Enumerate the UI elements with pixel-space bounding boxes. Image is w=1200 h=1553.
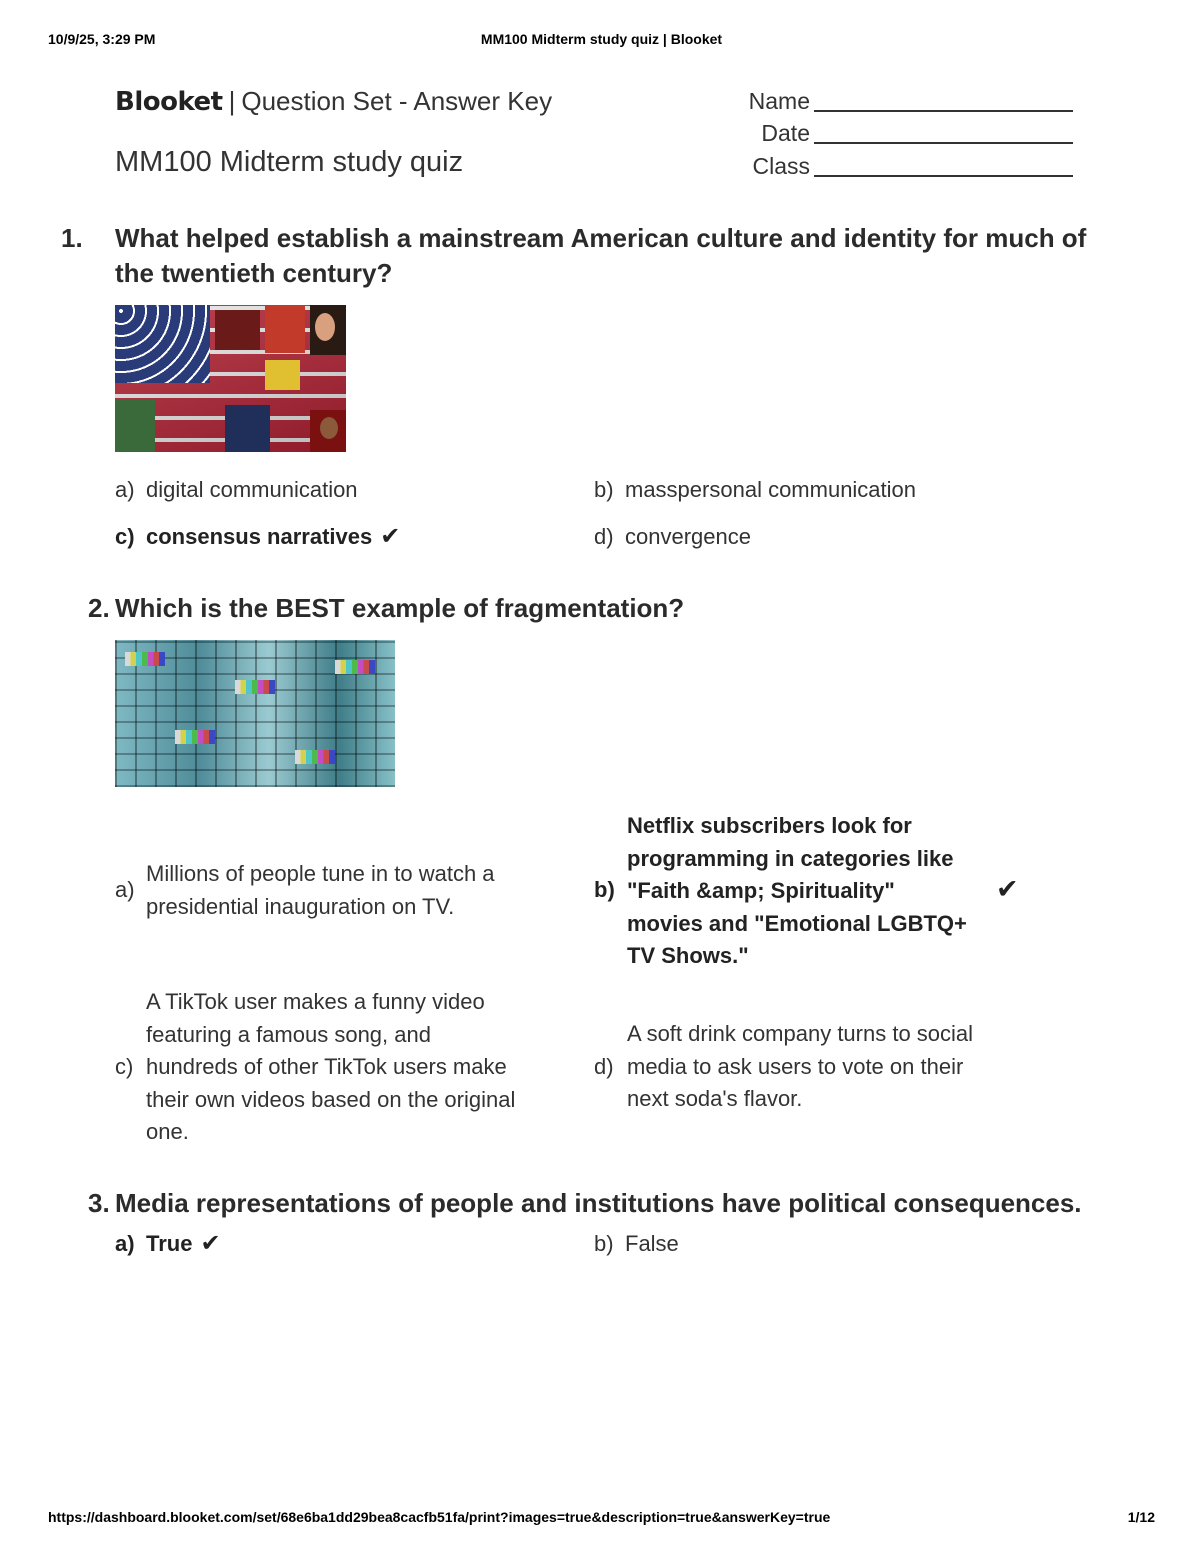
collage-tile — [225, 405, 270, 452]
answer-text-block — [627, 1018, 973, 1116]
answer-text-block — [627, 810, 967, 973]
answer-line: TV Shows." — [627, 943, 749, 968]
checkmark-icon: ✔ — [380, 523, 401, 550]
question-1-title — [61, 221, 1115, 291]
print-header — [48, 31, 1155, 49]
collage-tile — [215, 310, 260, 350]
print-page-title: MM100 Midterm study quiz | Blooket — [480, 31, 723, 47]
color-bars — [335, 660, 375, 674]
answer-2a — [115, 858, 545, 924]
print-footer — [48, 1509, 1155, 1527]
name-label: Name — [748, 88, 810, 114]
name-line — [814, 110, 1073, 112]
answer-text-block — [146, 858, 495, 923]
answer-line: movies and "Emotional LGBTQ+ — [627, 910, 967, 936]
answer-1c — [115, 521, 565, 554]
class-field[interactable] — [700, 153, 1073, 183]
question-number: 2. — [88, 593, 110, 623]
answer-text: False — [625, 1231, 679, 1256]
tv-screens-grid-image — [115, 640, 395, 787]
date-label: Date — [761, 120, 810, 146]
color-bars — [295, 750, 335, 764]
class-line — [814, 175, 1073, 177]
answer-line: Millions of people tune in to watch a — [146, 861, 495, 886]
answer-line: Netflix subscribers look for — [627, 813, 912, 838]
answer-text: digital communication — [146, 477, 358, 502]
set-name: MM100 Midterm study quiz — [115, 146, 464, 178]
blooket-logo: Blooket — [115, 87, 223, 117]
answer-line: A TikTok user makes a funny video — [146, 989, 485, 1014]
answer-letter: d) — [594, 1054, 614, 1079]
print-url[interactable]: https://dashboard.blooket.com/set/68e6ba1dd29bea8cacfb51fa/print?images=true&description=true&answerKey=true — [48, 1509, 831, 1525]
answer-letter: d) — [594, 524, 614, 549]
name-field[interactable] — [700, 88, 1073, 118]
american-flag-collage-image — [115, 305, 346, 452]
answer-text-wrap — [146, 521, 400, 554]
answer-line: "Faith &amp; Spirituality" — [627, 878, 895, 903]
color-bars — [125, 652, 165, 666]
answer-line: programming in categories like — [627, 845, 954, 871]
question-text: Media representations of people and institutions have political consequences. — [115, 1188, 1082, 1218]
collage-tile — [315, 313, 335, 341]
checkmark-icon: ✔ — [996, 874, 1019, 904]
class-label: Class — [752, 153, 810, 179]
answer-2d — [594, 1018, 1034, 1116]
print-datetime: 10/9/25, 3:29 PM — [48, 31, 156, 47]
color-bars — [175, 730, 215, 744]
question-2-title — [88, 591, 1088, 626]
checkmark-icon: ✔ — [200, 1230, 221, 1257]
answer-text: consensus narratives — [146, 524, 373, 549]
page-number: 1/12 — [1127, 1509, 1155, 1525]
answer-2b — [594, 810, 1034, 973]
answer-line: their own videos based on the original — [146, 1086, 516, 1112]
answer-3a — [115, 1228, 565, 1261]
answer-line: one. — [146, 1119, 189, 1144]
question-text: What helped establish a mainstream American culture and identity for much of — [115, 223, 1087, 253]
answer-letter: c) — [115, 1054, 134, 1079]
answer-letter: a) — [115, 1231, 135, 1256]
collage-tile — [265, 305, 305, 353]
answer-line: next soda's flavor. — [627, 1086, 803, 1111]
answer-text-wrap — [146, 1228, 221, 1261]
answer-letter: c) — [115, 524, 135, 549]
color-bars — [235, 680, 275, 694]
flag-canton — [115, 305, 210, 383]
collage-tile — [115, 400, 155, 452]
answer-line: featuring a famous song, and — [146, 1021, 431, 1047]
title-separator: | — [228, 86, 236, 116]
question-number: 3. — [88, 1188, 110, 1218]
answer-1b — [594, 474, 1044, 507]
answer-letter: a) — [115, 477, 135, 502]
answer-letter: b) — [594, 477, 614, 502]
answer-letter: a) — [115, 877, 135, 902]
answer-line: A soft drink company turns to social — [627, 1021, 974, 1046]
answer-line: presidential inauguration on TV. — [146, 893, 455, 919]
answer-2c — [115, 986, 565, 1149]
answer-text: True — [146, 1231, 193, 1256]
answer-1a — [115, 474, 565, 507]
date-field[interactable] — [700, 120, 1073, 150]
answer-text: convergence — [625, 524, 751, 549]
answer-text-block — [146, 986, 515, 1149]
question-3-title — [88, 1186, 1088, 1221]
date-line — [814, 142, 1073, 144]
answer-line: media to ask users to vote on their — [627, 1053, 964, 1079]
question-text-cont: the twentieth century? — [115, 258, 393, 288]
document-title — [115, 86, 552, 117]
question-text: Which is the BEST example of fragmentation? — [115, 593, 685, 623]
question-number: 1. — [61, 223, 83, 253]
collage-tile — [320, 417, 338, 439]
document-subtitle: Question Set - Answer Key — [241, 86, 553, 116]
answer-1d — [594, 521, 1044, 554]
answer-text: masspersonal communication — [625, 477, 917, 502]
answer-letter: b) — [594, 1231, 614, 1256]
answer-line: hundreds of other TikTok users make — [146, 1054, 507, 1079]
answer-letter: b) — [594, 877, 615, 902]
answer-3b — [594, 1228, 1044, 1261]
collage-tile — [265, 360, 300, 390]
